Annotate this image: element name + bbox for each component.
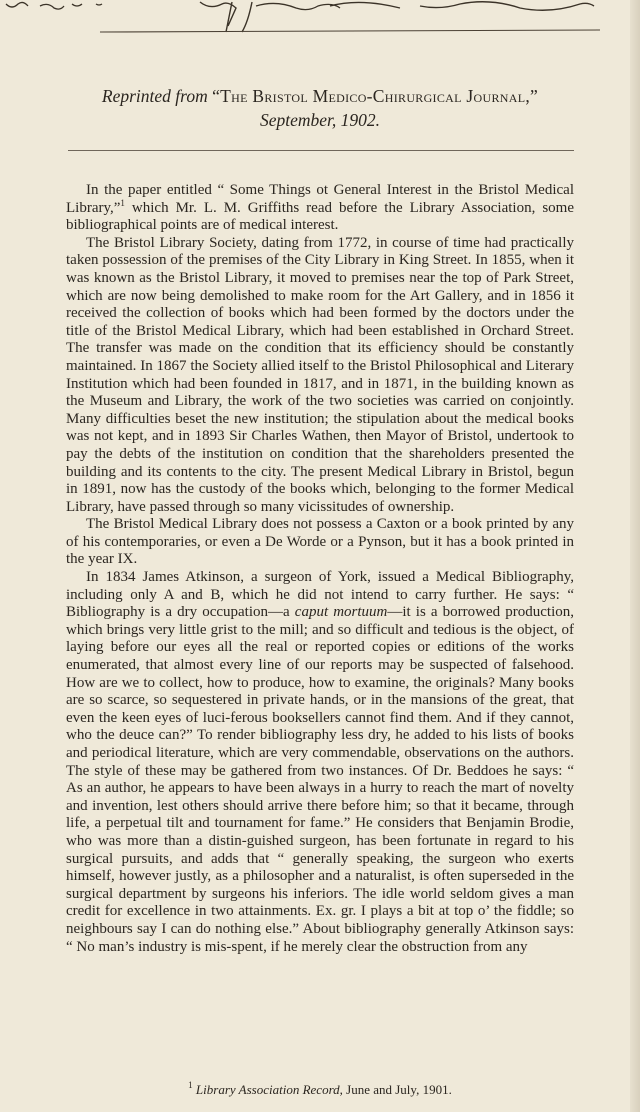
article-body [66,182,574,956]
paragraph-3: The Bristol Medical Library does not possess a Caxton or a book printed by any of his contemporaries, or even a De Worde or a Pynson, but it has a book printed in the year IX. [66,516,574,568]
handwritten-signature [0,0,640,48]
paragraph-4: In 1834 James Atkinson, a surgeon of York, issued a Medical Bibliography, including only A and B, which he did not intend to carry further. He says: “ Bibliography is a dry occupation—a caput mortuum—it is a borrowed production, which brings very little grist to the mill; and so difficult and tedious is the object, of laying before our eyes all the real or reported copies or editions of the works enumerated, that almost every line of our reports may be suspected of falsehood. How are we to collect, how to produce, how to examine, the originals? Many books are so scarce, so sequestered in private hands, or in the mansions of the great, that even the keen eyes of luci-ferous booksellers cannot find them. And if they cannot, who the deuce can?” To render bibliography less dry, he added to his lists of books and periodical literature, which are very commendable, observations on the authors. The style of these may be gathered from two instances. Of Dr. Beddoes he says: “ As an author, he appears to have been always in a hurry to reach the mart of novelty and invention, lest others should arrive there before him; so that it became, through life, a perpetual tilt and tournament for fame.” He considers that Benjamin Brodie, who was more than a distin-guished surgeon, has been fortunate in regard to his surgical pursuits, and adds that “ generally speaking, the surgeon who exerts himself, however justly, as a philosopher and a naturalist, is often superseded in the surgical department by surgeons his inferiors. The idle world seldom gives a man credit for excellence in two attainments. Ex. gr. I plays a bit at top o’ the fiddle; so neighbours say I can do nothing else.” About bibliography generally Atkinson says: “ No man’s industry is mis-spent, if he merely clear the obstruction from any [66,569,574,955]
header-rule [68,150,574,151]
footnote-date: June and July, 1901. [342,1082,452,1097]
reprinted-label: Reprinted from [101,86,208,106]
footnote-number: 1 [188,1080,193,1090]
footnote-ref: 1 [120,197,125,208]
footnote-source: Library Association Record, [195,1082,343,1097]
journal-title: “The Bristol Medico-Chirurgical Journal,” [212,86,539,106]
paragraph-2: The Bristol Library Society, dating from 1772, in course of time had practically taken possession of the premises of the City Library in King Street. In 1855, when it was known as the Bristol Library, it moved to premises near the top of Park Street, which are now being demolished to make room for the Art Gallery, and in 1856 it received the collection of books which had been formed by the doctors under the title of the Bristol Medical Library, which had been established in Orchard Street. The transfer was made on the condition that its efficiency should be constantly maintained. In 1867 the Society allied itself to the Bristol Philosophical and Literary Institution which had been founded in 1817, and in 1871, in the building known as the Museum and Library, the work of the two societies was carried on conjointly. Many difficulties beset the new institution; the stipulation about the medical books was not kept, and in 1893 Sir Charles Wathen, then Mayor of Bristol, undertook to pay the debts of the institution on condition that the shareholders presented the building and its contents to the city. The present Medical Library in Bristol, begun in 1891, now has the custody of the books which, belonging to the former Medical Library, have passed through so many vicissitudes of ownership. [66,234,574,515]
page-edge [630,0,640,1112]
issue-date: September, 1902. [259,110,381,130]
paragraph-1: In the paper entitled “ Some Things ot General Interest in the Bristol Medical Library,”$^1$ which Mr. L. M. Griffiths read before the Library Association, some bibliographical points are of medical interest. [66,182,574,234]
footnote [66,1082,574,1098]
reprint-header [0,84,640,132]
